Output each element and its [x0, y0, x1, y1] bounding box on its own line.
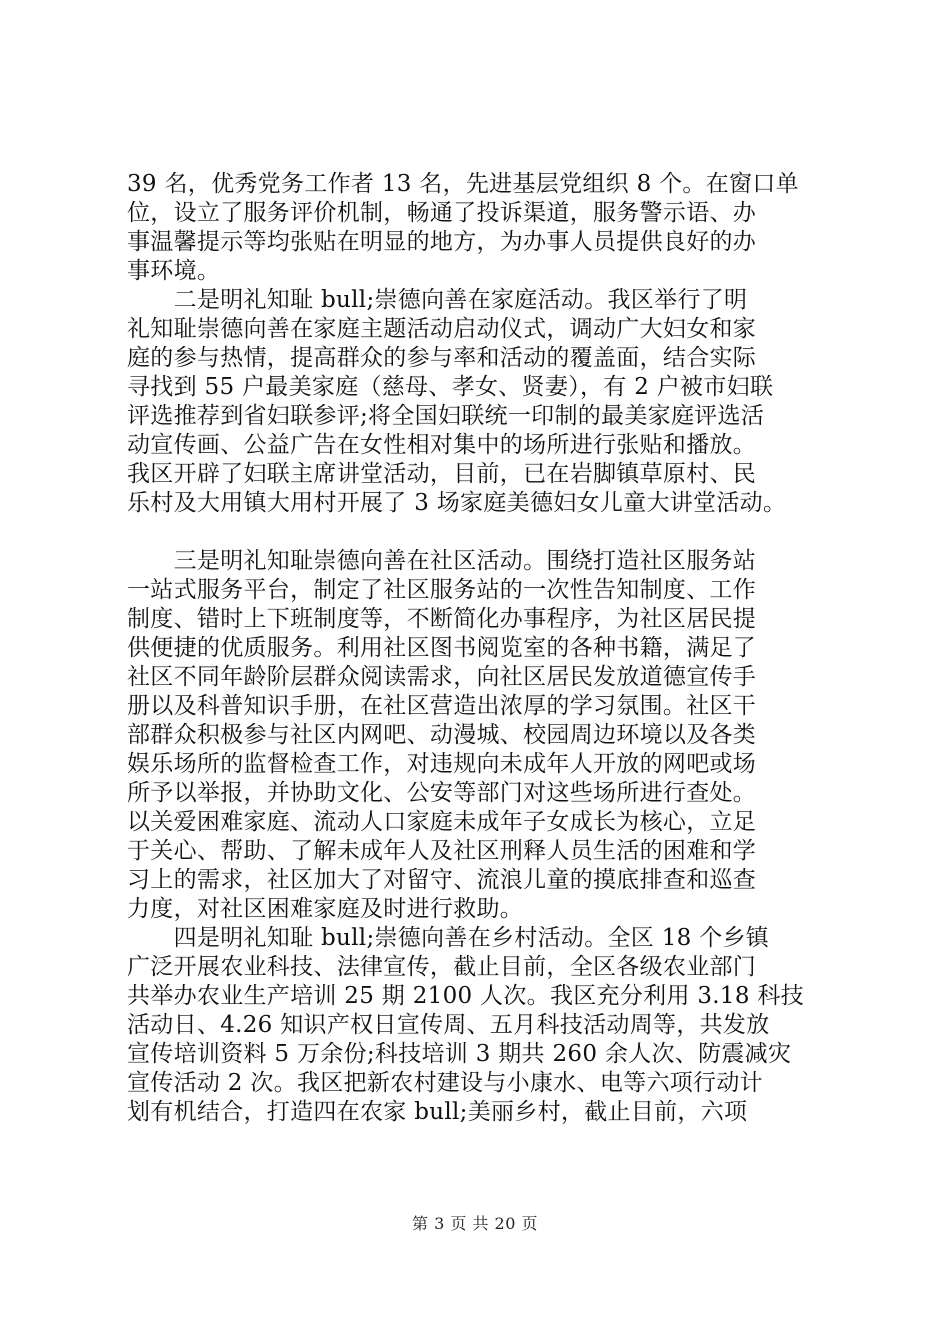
text-line: 部群众积极参与社区内网吧、动漫城、校园周边环境以及各类: [127, 722, 757, 748]
text-line: 广泛开展农业科技、法律宣传，截止目前，全区各级农业部门: [127, 954, 757, 980]
text-line: 划有机结合，打造四在农家 bull;美丽乡村，截止目前，六项: [127, 1099, 748, 1125]
text-line: 事环境。: [127, 258, 221, 284]
text-line: 39 名，优秀党务工作者 13 名，先进基层党组织 8 个。在窗口单: [127, 171, 799, 197]
text-line: 一站式服务平台，制定了社区服务站的一次性告知制度、工作: [127, 577, 757, 603]
text-line: 习上的需求，社区加大了对留守、流浪儿童的摸底排查和巡查: [127, 867, 757, 893]
text-line: 动宣传画、公益广告在女性相对集中的场所进行张贴和播放。: [127, 432, 757, 458]
text-line: 宣传活动 2 次。我区把新农村建设与小康水、电等六项行动计: [127, 1070, 763, 1096]
text-line: 于关心、帮助、了解未成年人及社区刑释人员生活的困难和学: [127, 838, 757, 864]
text-line: 二是明礼知耻 bull;崇德向善在家庭活动。我区举行了明: [127, 287, 748, 313]
text-line: 娱乐场所的监督检查工作，对违规向未成年人开放的网吧或场: [127, 751, 757, 777]
text-line: 以关爱困难家庭、流动人口家庭未成年子女成长为核心，立足: [127, 809, 757, 835]
text-line: 庭的参与热情，提高群众的参与率和活动的覆盖面，结合实际: [127, 345, 757, 371]
text-line: 活动日、4.26 知识产权日宣传周、五月科技活动周等，共发放: [127, 1012, 770, 1038]
text-line: 宣传培训资料 5 万余份;科技培训 3 期共 260 余人次、防震减灾: [127, 1041, 792, 1067]
text-line: 位，设立了服务评价机制，畅通了投诉渠道，服务警示语、办: [127, 200, 757, 226]
text-line: 社区不同年龄阶层群众阅读需求，向社区居民发放道德宣传手: [127, 664, 757, 690]
text-line: 四是明礼知耻 bull;崇德向善在乡村活动。全区 18 个乡镇: [127, 925, 770, 951]
text-line: 乐村及大用镇大用村开展了 3 场家庭美德妇女儿童大讲堂活动。: [127, 490, 787, 516]
text-line: 寻找到 55 户最美家庭（慈母、孝女、贤妻），有 2 户被市妇联: [127, 374, 774, 400]
text-line: 礼知耻崇德向善在家庭主题活动启动仪式，调动广大妇女和家: [127, 316, 757, 342]
page-footer: 第 3 页 共 20 页: [412, 1214, 538, 1233]
text-line: 所予以举报，并协助文化、公安等部门对这些场所进行查处。: [127, 780, 757, 806]
text-line: 我区开辟了妇联主席讲堂活动，目前，已在岩脚镇草原村、民: [127, 461, 757, 487]
text-line: 评选推荐到省妇联参评;将全国妇联统一印制的最美家庭评选活: [127, 403, 765, 429]
blank-line: [127, 518, 827, 547]
text-line: 事温馨提示等均张贴在明显的地方，为办事人员提供良好的办: [127, 229, 757, 255]
document-body: [127, 170, 827, 1127]
text-line: 力度，对社区困难家庭及时进行救助。: [127, 896, 524, 922]
text-line: 供便捷的优质服务。利用社区图书阅览室的各种书籍，满足了: [127, 635, 757, 661]
text-line: 制度、错时上下班制度等，不断简化办事程序，为社区居民提: [127, 606, 757, 632]
text-line: 册以及科普知识手册，在社区营造出浓厚的学习氛围。社区干: [127, 693, 757, 719]
text-line: 三是明礼知耻崇德向善在社区活动。围绕打造社区服务站: [127, 548, 757, 574]
text-line: 共举办农业生产培训 25 期 2100 人次。我区充分利用 3.18 科技: [127, 983, 804, 1009]
